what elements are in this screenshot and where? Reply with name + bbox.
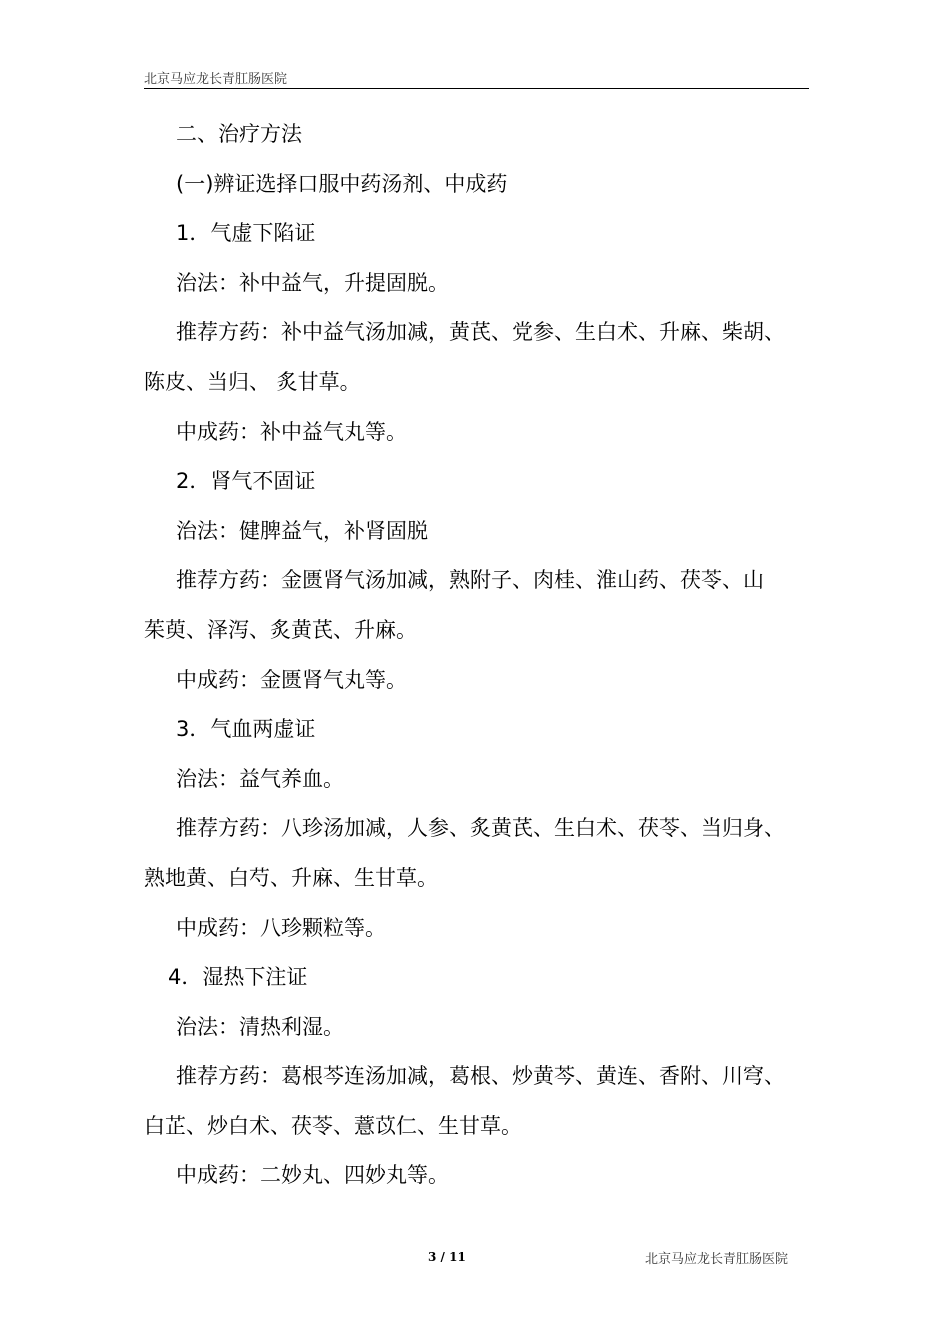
page-number: 3 / 11 [428,1250,466,1264]
patent-medicine: 中成药：八珍颗粒等。 [176,915,386,940]
patent-medicine: 中成药：金匮肾气丸等。 [176,667,407,692]
recommended-prescription: 推荐方药：葛根芩连汤加减，葛根、炒黄芩、黄连、香附、川穹、 [176,1064,785,1089]
recommended-prescription: 推荐方药：补中益气汤加减，黄芪、党参、生白术、升麻、柴胡、 [176,320,785,345]
treatment-method: 治法：益气养血。 [176,766,344,791]
document-body [144,110,814,1201]
syndrome-heading: 2．肾气不固证 [176,469,316,494]
prescription-continuation: 陈皮、当归、 炙甘草。 [144,369,361,394]
section-heading: 二、治疗方法 [176,122,302,146]
prescription-continuation: 白芷、炒白术、茯苓、薏苡仁、生甘草。 [144,1113,522,1138]
patent-medicine: 中成药：补中益气丸等。 [176,419,407,444]
syndrome-heading: 3．气血两虚证 [176,717,316,742]
treatment-method: 治法：健脾益气，补肾固脱 [176,518,428,543]
footer-text: 北京马应龙长青肛肠医院 [645,1252,789,1267]
page-footer [0,1246,950,1270]
subsection-heading: (一)辨证选择口服中药汤剂、中成药 [176,171,508,196]
recommended-prescription: 推荐方药：八珍汤加减，人参、炙黄芪、生白术、茯苓、当归身、 [176,816,785,841]
treatment-method: 治法：补中益气，升提固脱。 [176,270,449,295]
prescription-continuation: 熟地黄、白芍、升麻、生甘草。 [144,865,438,890]
syndrome-heading: 4．湿热下注证 [168,965,308,990]
treatment-method: 治法：清热利湿。 [176,1014,344,1039]
header-text: 北京马应龙长青肛肠医院 [144,72,288,87]
page-header [144,66,809,89]
patent-medicine: 中成药：二妙丸、四妙丸等。 [176,1163,449,1188]
recommended-prescription: 推荐方药：金匮肾气汤加减，熟附子、肉桂、淮山药、茯苓、山 [176,568,764,593]
prescription-continuation: 茱萸、泽泻、炙黄芪、升麻。 [144,617,417,642]
syndrome-heading: 1．气虚下陷证 [176,221,316,246]
